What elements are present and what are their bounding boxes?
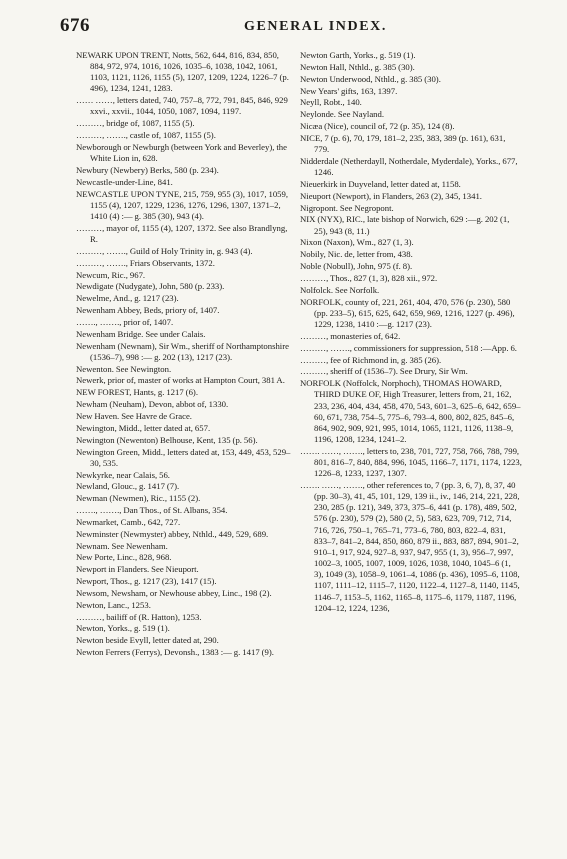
- index-entry: Newnam. See Newenham.: [76, 540, 168, 551]
- index-entry: Noble (Nobull), John, 975 (f. 8).: [300, 261, 413, 272]
- index-entry: ………, Thos., 827 (1, 3), 828 xii., 972.: [300, 272, 438, 283]
- index-entry: NIX (NYX), RIC., late bishop of Norwich, 629 :—g. 202 (1, 25), 943 (8, 11.): [300, 214, 510, 236]
- index-entry: ………, mayor of, 1155 (4), 1207, 1372. See also Brandlyng, R.: [76, 222, 288, 244]
- index-entry: NEWCASTLE UPON TYNE, 215, 759, 955 (3), 1017, 1059, 1155 (4), 1207, 1229, 1236, 1276, 1296, 1307, 1371–2, 1410 (4) :— g. 385 (30), 943 (4).: [76, 188, 289, 221]
- index-entry: Nidderdale (Netherdayll, Notherdale, Myderdale), Yorks., 677, 1246.: [300, 155, 518, 178]
- index-column-left: [76, 50, 291, 659]
- index-entry: ………, fee of Richmond in, g. 385 (26).: [300, 354, 442, 365]
- index-entry: New Haven. See Havre de Grace.: [76, 410, 192, 421]
- index-entry: Newcastle-under-Line, 841.: [76, 176, 173, 187]
- running-title: GENERAL INDEX.: [244, 19, 387, 34]
- index-entry: Nixon (Naxon), Wm., 827 (1, 3).: [300, 237, 414, 248]
- index-entry: Newham (Neuham), Devon, abbot of, 1330.: [76, 399, 229, 410]
- index-entry: Nicæa (Nice), council of, 72 (p. 35), 124 (8).: [300, 121, 455, 132]
- running-head: [60, 15, 531, 39]
- index-entry: Newenham (Newnam), Sir Wm., sheriff of Northamptonshire (1536–7), 998 :— g. 202 (13), 1217 (23).: [76, 340, 289, 362]
- index-entry: NEWARK UPON TRENT, Notts, 562, 644, 816, 834, 850, 884, 972, 974, 1016, 1026, 1035–6, 1038, 1042, 1061, 1103, 1121, 1126, 1155 (5), 1207, 1209, 1224, 1226–7 (p. 496), 1234, 1241, 1283.: [76, 50, 289, 94]
- index-entry: Newminster (Newmyster) abbey, Nthld., 449, 529, 689.: [76, 528, 269, 539]
- index-entry: Newsom, Newsham, or Newhouse abbey, Linc., 198 (2).: [76, 587, 272, 598]
- index-entry: ……. ……, ……., letters to, 238, 701, 727, 758, 766, 788, 799, 801, 816–7, 840, 884, 996, 1045, 1166–7, 1171, 1174, 1223, 1226–8, 1233, 1237, 1307.: [300, 445, 522, 479]
- index-entry: Nieuerkirk in Duyveland, letter dated at, 1158.: [300, 178, 461, 189]
- index-entry: NEW FOREST, Hants, g. 1217 (6).: [76, 387, 198, 398]
- index-entry: ………, bailiff of (R. Hatton), 1253.: [76, 611, 202, 622]
- index-entry: ………, ……., castle of, 1087, 1155 (5).: [76, 130, 216, 141]
- index-entry: Newdigate (Nudygate), John, 580 (p. 233).: [76, 281, 225, 292]
- index-entry: ………, ……., Friars Observants, 1372.: [76, 257, 215, 268]
- index-entry: Nolfolck. See Norfolk.: [300, 284, 380, 295]
- index-entry: ……. ……, ……., other references to, 7 (pp. 3, 6, 7), 8, 37, 40 (pp. 30–3), 41, 45, 101, 129, 139 ii., iv., 146, 214, 221, 228, 230, 285 (p. 121), 349, 373, 375–6, 441 (p. 178), 489, 502, 576 (p. 230), 579 (2), 580 (2, 5), 583, 623, 709, 712, 714, 716, 726, 750–1, 765–71, 773–6, 780, 803, 822–4, 831, 833–7, 841–2, 844, 850, 860, 879 ii., 883, 887, 894, 901–2, 910–1, 917, 924, 927–8, 937, 947, 955 (1, 3), 956–7, 997, 1002–3, 1005, 1007, 1009, 1026, 1038, 1040, 1045–6 (1, 3), 1049 (3), 1058–9, 1061–4, 1086 (p. 436), 1095–6, 1108, 1107, 1111–12, 1115–7, 1120, 1122–4, 1127–8, 1140, 1145, 1146–7, 1153–5, 1162, 1165–8, 1175–6, 1179, 1187, 1196, 1204–12, 1224, 1236,: [300, 479, 520, 613]
- index-entry: Newerk, prior of, master of works at Hampton Court, 381 A.: [76, 375, 285, 386]
- index-entry: NORFOLK, county of, 221, 261, 404, 470, 576 (p. 230), 580 (pp. 233–5), 615, 625, 642, 659, 969, 1216, 1227 (p. 496), 1229, 1238, 1410 :—g. 1217 (23).: [300, 296, 515, 329]
- index-entry: Newton Ferrers (Ferrys), Devonsh., 1383 :— g. 1417 (9).: [76, 647, 274, 658]
- index-entry: Newington Green, Midd., letters dated at, 153, 449, 453, 529–30, 535.: [76, 446, 291, 468]
- index-entry: Newman (Newmen), Ric., 1155 (2).: [76, 493, 201, 504]
- index-entry: Newbury (Newbery) Berks, 580 (p. 234).: [76, 165, 219, 175]
- index-entry: ………, sheriff of (1536–7). See Drury, Sir Wm.: [300, 366, 468, 377]
- index-entry: ………, ……., Guild of Holy Trinity in, g. 943 (4).: [76, 245, 253, 256]
- index-entry: Newington (Newenton) Belhouse, Kent, 135 (p. 56).: [76, 434, 258, 445]
- index-entry: ……., ……., Dan Thos., of St. Albans, 354.: [76, 505, 228, 516]
- index-entry: Newcum, Ric., 967.: [76, 269, 146, 280]
- index-column-right: [300, 50, 522, 615]
- index-entry: Newton Underwood, Nthld., g. 385 (30).: [300, 73, 441, 84]
- index-entry: …… ……, letters dated, 740, 757–8, 772, 791, 845, 846, 929 xxvi., xxvii., 1044, 1050, 1087, 1094, 1197.: [76, 95, 288, 117]
- index-entry: Nobily, Nic. de, letter from, 438.: [300, 249, 413, 260]
- index-entry: Nigropont. See Negropont.: [300, 202, 394, 213]
- index-entry: New Years' gifts, 163, 1397.: [300, 85, 398, 96]
- index-entry: Newenton. See Newington.: [76, 363, 172, 374]
- index-entry: Newington, Midd., letter dated at, 657.: [76, 422, 211, 433]
- index-entry: ……., ……., prior of, 1407.: [76, 316, 174, 327]
- index-entry: ………, ……., commissioners for suppression, 518 :—App. 6.: [300, 342, 517, 353]
- index-entry: Newport, Thos., g. 1217 (23), 1417 (15).: [76, 576, 217, 587]
- index-entry: Newton Hall, Nthld., g. 385 (30).: [300, 61, 415, 72]
- index-entry: Newton, Lanc., 1253.: [76, 599, 151, 610]
- index-entry: Newborough or Newburgh (between York and Beverley), the White Lion in, 628.: [76, 142, 287, 164]
- index-entry: Newton, Yorks., g. 519 (1).: [76, 623, 170, 634]
- index-entry: Newport in Flanders. See Nieuport.: [76, 564, 199, 575]
- index-entry: Nieuport (Newport), in Flanders, 263 (2), 345, 1341.: [300, 190, 482, 201]
- index-entry: Newenham Abbey, Beds, priory of, 1407.: [76, 305, 220, 316]
- index-entry: Neylonde. See Nayland.: [300, 109, 385, 120]
- index-entry: New Porte, Linc., 828, 968.: [76, 552, 172, 563]
- index-entry: Newland, Glouc., g. 1417 (7).: [76, 481, 180, 492]
- index-entry: NORFOLK (Noffolck, Norphoch), THOMAS HOWARD, THIRD DUKE OF, High Treasurer, letters from, 21, 162, 233, 236, 404, 434, 458, 470, 543, 601–3, 625–6, 642, 659–60, 671, 738, 754–5, 775–6, 793–4, 800, 802, 825, 845–6, 864, 902, 909, 921, 995, 1014, 1065, 1121, 1126, 1138–9, 1196, 1208, 1234, 1241–2.: [300, 378, 521, 444]
- index-entry: ………, monasteries of, 642.: [300, 330, 401, 341]
- index-entry: Newelme, And., g. 1217 (23).: [76, 293, 179, 304]
- index-entry: Newton Garth, Yorks., g. 519 (1).: [300, 50, 416, 60]
- index-entry: Newton beside Evyll, letter dated at, 290.: [76, 635, 219, 646]
- index-entry: Newmarket, Camb., 642, 727.: [76, 516, 181, 527]
- page-number: 676: [60, 15, 90, 36]
- index-entry: NICE, 7 (p. 6), 70, 179, 181–2, 235, 383, 389 (p. 161), 631, 779.: [300, 132, 506, 155]
- index-entry: Newenham Bridge. See under Calais.: [76, 328, 206, 339]
- index-entry: ………, bridge of, 1087, 1155 (5).: [76, 118, 195, 129]
- index-entry: Newkyrke, near Calais, 56.: [76, 469, 170, 480]
- index-entry: Neyll, Robt., 140.: [300, 97, 362, 108]
